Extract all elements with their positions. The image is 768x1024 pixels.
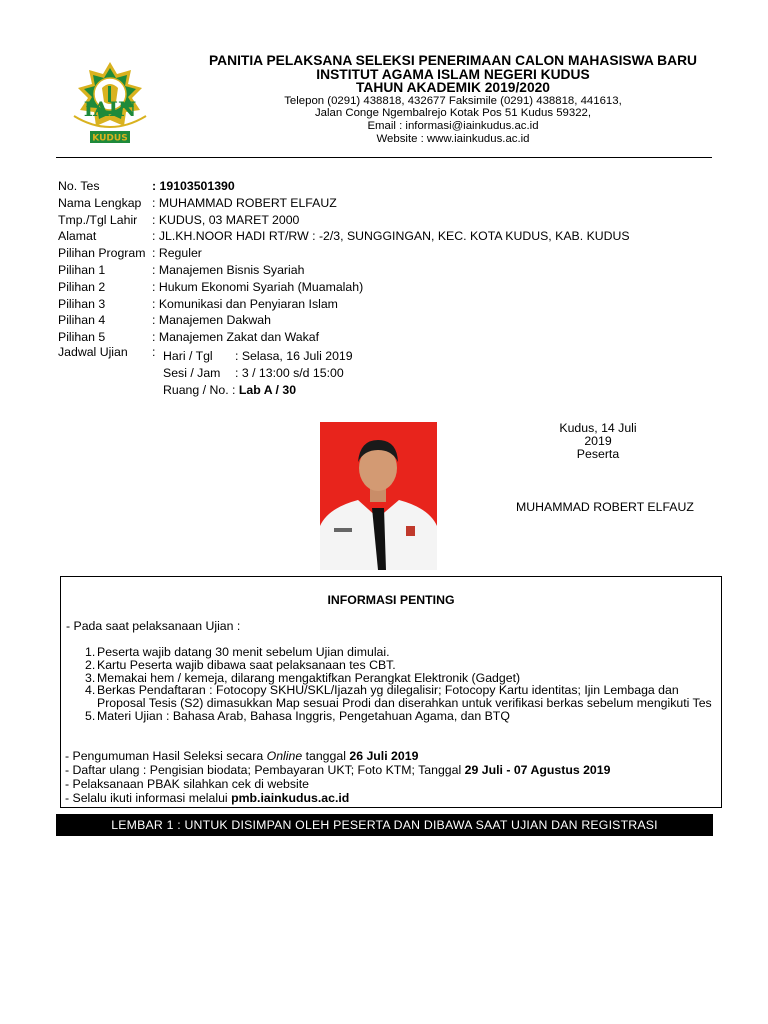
note-pbak: - Pelaksanaan PBAK silahkan cek di website	[65, 777, 310, 791]
sign-name: MUHAMMAD ROBERT ELFAUZ	[516, 500, 694, 514]
hari-label: Hari / Tgl	[163, 348, 213, 363]
iain-kudus-logo	[64, 58, 156, 150]
header-line-2: INSTITUT AGAMA ISLAM NEGERI KUDUS	[316, 66, 590, 82]
info-notes	[65, 749, 610, 805]
jadwal-colon: :	[152, 344, 156, 359]
field-value: : Hukum Ekonomi Syariah (Muamalah)	[152, 279, 364, 294]
list-item: 5. Materi Ujian : Bahasa Arab, Bahasa Inggris, Pengetahuan Agama, dan BTQ	[85, 708, 510, 723]
field-row-alamat	[58, 228, 718, 245]
field-label: Pilihan 3	[58, 296, 106, 311]
ruang-value: Lab A / 30	[238, 382, 297, 397]
field-label: Alamat	[58, 229, 97, 244]
sesi-value: : 3 / 13:00 s/d 15:00	[235, 365, 344, 380]
field-label: Pilihan 1	[58, 262, 106, 277]
field-row-pilihan-4	[58, 312, 718, 329]
field-value: : Komunikasi dan Penyiaran Islam	[152, 296, 338, 311]
header-divider	[56, 157, 712, 158]
field-value: : Manajemen Dakwah	[152, 313, 271, 328]
info-title: INFORMASI PENTING	[327, 593, 455, 607]
field-label: Tmp./Tgl Lahir	[58, 212, 138, 227]
field-value: : KUDUS, 03 MARET 2000	[152, 212, 300, 227]
sign-place-date: Kudus, 14 Juli 2019	[559, 421, 637, 448]
sign-role: Peserta	[576, 447, 620, 461]
jadwal-hari	[163, 348, 353, 365]
field-value: : JL.KH.NOOR HADI RT/RW : -2/3, SUNGGINGAN, KEC. KOTA KUDUS, KAB. KUDUS	[152, 229, 630, 244]
header-line-1: PANITIA PELAKSANA SELEKSI PENERIMAAN CALON MAHASISWA BARU	[208, 53, 698, 68]
list-item: 4. Berkas Pendaftaran : Fotocopy SKHU/SKL/Ijazah yg dilegalisir; Fotocopy Kartu identitas; Ijin Lembaga dan Proposal Tesis (S2) dimasukkan Map sesuai Prodi dan diserahkan untuk verifikasi berkas sebelum mengikuti Tes	[85, 683, 712, 711]
field-row-program	[58, 245, 718, 262]
field-label: Pilihan Program	[58, 246, 146, 261]
field-value: : MUHAMMAD ROBERT ELFAUZ	[152, 195, 337, 210]
info-intro: - Pada saat pelaksanaan Ujian :	[66, 619, 241, 633]
field-label: Nama Lengkap	[58, 195, 142, 210]
logo-text: KUDUS	[92, 133, 128, 144]
sheet-footer-bar: LEMBAR 1 : UNTUK DISIMPAN OLEH PESERTA DAN DIBAWA SAAT UJIAN DAN REGISTRASI	[56, 814, 713, 836]
field-label: Pilihan 4	[58, 313, 106, 328]
field-row-pilihan-1	[58, 262, 718, 279]
exam-schedule	[58, 346, 718, 398]
field-label: No. Tes	[58, 179, 100, 193]
jadwal-sesi	[163, 365, 344, 382]
svg-text:IAIN: IAIN	[83, 97, 137, 121]
info-list	[85, 645, 717, 723]
note-website: - Selalu ikuti informasi melalui pmb.iainkudus.ac.id	[65, 791, 350, 805]
list-item: 3. Memakai hem / kemeja, dilarang mengaktifkan Perangkat Elektronik (Gadget)	[85, 670, 521, 685]
participant-details	[58, 178, 718, 398]
field-row-pilihan-2	[58, 279, 718, 296]
sesi-label: Sesi / Jam	[163, 365, 221, 380]
signature-block	[545, 422, 651, 461]
field-row-ttl	[58, 212, 718, 229]
participant-photo	[320, 422, 437, 570]
field-label: Pilihan 2	[58, 279, 106, 294]
note-registration: - Daftar ulang : Pengisian biodata; Pembayaran UKT; Foto KTM; Tanggal 29 Juli - 07 Agustus 2019	[65, 763, 611, 777]
field-label: Pilihan 5	[58, 330, 106, 345]
letterhead	[190, 54, 716, 146]
note-announcement: - Pengumuman Hasil Seleksi secara Online tanggal 26 Juli 2019	[65, 749, 419, 763]
header-phone: Telepon (0291) 438818, 432677 Faksimile (0291) 438818, 441613,	[284, 94, 622, 107]
header-website: Website : www.iainkudus.ac.id	[376, 132, 530, 145]
field-value: : 19103501390	[152, 179, 235, 193]
field-row-pilihan-5	[58, 329, 718, 346]
field-value: : Manajemen Zakat dan Wakaf	[152, 330, 319, 345]
field-row-pilihan-3	[58, 296, 718, 313]
header-email: Email : informasi@iainkudus.ac.id	[367, 120, 539, 133]
list-item: 2. Kartu Peserta wajib dibawa saat pelaksanaan tes CBT.	[85, 657, 396, 672]
important-info-box	[60, 576, 722, 808]
logo-emblem-icon	[64, 58, 156, 150]
field-row-nama	[58, 195, 718, 212]
field-value: : Manajemen Bisnis Syariah	[152, 262, 305, 277]
jadwal-label: Jadwal Ujian	[58, 344, 128, 359]
jadwal-ruang	[163, 382, 296, 399]
ruang-label: Ruang / No. :	[163, 382, 236, 397]
hari-value: : Selasa, 16 Juli 2019	[235, 348, 353, 363]
header-line-3: TAHUN AKADEMIK 2019/2020	[356, 80, 550, 95]
list-item: 1. Peserta wajib datang 30 menit sebelum Ujian dimulai.	[85, 645, 390, 659]
field-value: : Reguler	[152, 246, 202, 261]
header-address: Jalan Conge Ngembalrejo Kotak Pos 51 Kudus 59322,	[314, 107, 592, 120]
field-row-no-tes	[58, 178, 718, 195]
